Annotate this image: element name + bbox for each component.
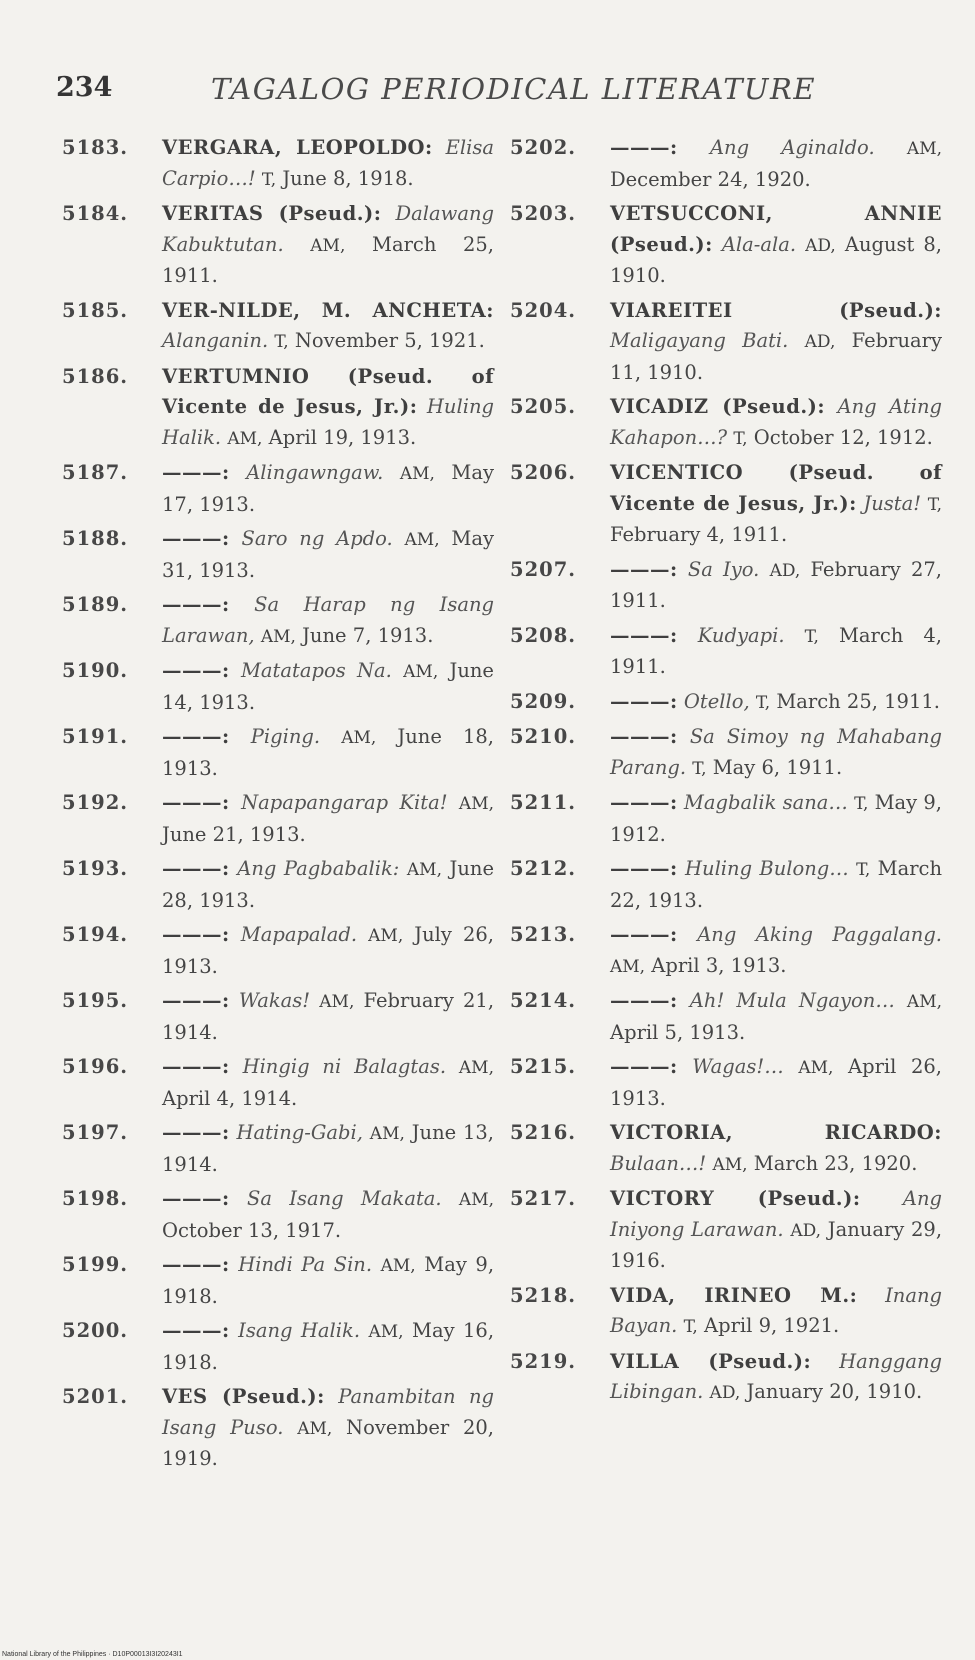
entry-source: AM,	[227, 428, 263, 449]
entry-date: February 21, 1914.	[162, 989, 495, 1044]
entry-date: May 16, 1918.	[162, 1319, 495, 1374]
bibliography-entry	[510, 687, 942, 719]
entry-date: June 21, 1913.	[162, 822, 306, 846]
entry-title: Isang Halik.	[238, 1319, 361, 1342]
entry-title: Sa Harap ng Isang Larawan,	[162, 593, 495, 647]
entry-number: 5186.	[62, 364, 129, 388]
entry-title: Maligayang Bati.	[610, 329, 789, 352]
entry-title: Sa Isang Makata.	[247, 1187, 442, 1210]
entry-source: T,	[927, 494, 942, 515]
entry-author: ———:	[162, 1253, 230, 1276]
entry-number: 5208.	[510, 623, 577, 647]
bibliography-entry	[62, 1118, 494, 1180]
entry-source: AD,	[769, 560, 801, 581]
entry-date: March 25, 1911.	[776, 689, 940, 713]
entry-author: ———:	[610, 791, 678, 814]
bibliography-entry	[510, 199, 942, 292]
entry-date: July 26, 1913.	[162, 923, 494, 978]
bibliography-entry	[62, 296, 494, 358]
entry-author: ———:	[162, 527, 230, 550]
entry-number: 5204.	[510, 298, 577, 322]
entry-number: 5192.	[62, 791, 129, 814]
entry-number: 5217.	[510, 1187, 577, 1210]
entry-source: T,	[733, 428, 748, 449]
bibliography-entry	[510, 458, 942, 551]
entry-number: 5189.	[62, 593, 129, 616]
entry-source: AM,	[341, 728, 377, 748]
entry-source: AD,	[709, 1383, 741, 1403]
entry-date: May 6, 1911.	[712, 755, 843, 779]
entry-date: March 4, 1911.	[610, 623, 943, 678]
entry-author: ———:	[162, 791, 230, 814]
entry-title: Ala-ala.	[721, 232, 797, 256]
entry-title: Ang Aking Paggalang.	[697, 923, 943, 946]
entry-date: May 31, 1913.	[162, 527, 495, 582]
entry-date: June 13, 1914.	[162, 1121, 494, 1176]
entry-date: April 9, 1921.	[704, 1314, 840, 1337]
entry-title: Ang Iniyong Larawan.	[610, 1187, 942, 1241]
entry-source: AM,	[319, 992, 355, 1012]
bibliography-entry	[510, 986, 942, 1048]
entry-title: Huling Bulong…	[685, 857, 849, 880]
entry-source: T,	[683, 1317, 698, 1337]
entry-author: ———:	[162, 659, 230, 682]
entry-source: AM,	[406, 860, 442, 880]
entry-source: AM,	[712, 1154, 748, 1175]
entry-number: 5203.	[510, 202, 577, 225]
entry-source: AM,	[906, 139, 943, 159]
bibliography-entry	[510, 621, 942, 683]
entry-number: 5197.	[62, 1121, 129, 1144]
entry-title: Matatapos Na.	[240, 659, 392, 682]
entry-source: AM,	[906, 992, 943, 1012]
entry-number: 5194.	[62, 923, 129, 946]
entry-source: AM,	[380, 1256, 416, 1276]
entry-author: VIDA, IRINEO M.:	[610, 1283, 858, 1307]
bibliography-entry	[510, 296, 942, 389]
entry-title: Elisa Carpio…!	[162, 136, 494, 190]
entry-date: March 23, 1920.	[753, 1151, 918, 1175]
entry-number: 5213.	[510, 923, 577, 946]
entry-number: 5187.	[62, 461, 129, 484]
entry-title: Otello,	[683, 689, 750, 713]
entry-author: VIAREITEI (Pseud.):	[610, 298, 942, 322]
bibliography-entry	[510, 1118, 942, 1180]
bibliography-entry	[62, 1316, 494, 1378]
entry-source: AD,	[790, 1220, 822, 1241]
entry-number: 5188.	[62, 527, 129, 550]
entry-number: 5219.	[510, 1349, 577, 1373]
entry-number: 5209.	[510, 689, 577, 713]
entry-author: ———:	[162, 1055, 230, 1078]
entry-number: 5211.	[510, 791, 577, 814]
bibliography-entry	[510, 1052, 942, 1114]
entry-source: AM,	[260, 626, 296, 647]
entry-author: ———:	[162, 1121, 230, 1144]
entry-source: T,	[274, 332, 289, 352]
entry-date: October 12, 1912.	[753, 425, 933, 449]
entry-source: AM,	[798, 1058, 834, 1078]
bibliography-entry	[62, 788, 494, 850]
bibliography-entry	[62, 986, 494, 1048]
bibliography-entry	[62, 524, 494, 586]
bibliography-entry	[62, 854, 494, 916]
bibliography-entry	[62, 1052, 494, 1114]
entry-date: June 28, 1913.	[162, 857, 495, 912]
entry-title: Magbalik sana…	[683, 791, 848, 814]
entry-title: Huling Halik.	[162, 395, 494, 449]
entry-date: April 4, 1914.	[162, 1086, 298, 1110]
entry-number: 5193.	[62, 857, 129, 880]
bibliography-entry	[62, 656, 494, 718]
right-column	[510, 133, 942, 1413]
entry-title: Napapangarap Kita!	[241, 791, 448, 814]
entry-title: Ang Aginaldo.	[709, 136, 875, 159]
entry-number: 5198.	[62, 1187, 129, 1210]
entry-author: ———:	[162, 725, 230, 748]
entry-date: April 5, 1913.	[610, 1020, 746, 1044]
bibliography-entry	[510, 1281, 942, 1343]
entry-date: February 4, 1911.	[610, 523, 788, 546]
entry-author: ———:	[162, 1187, 230, 1210]
entry-title: Alingawngaw.	[246, 461, 384, 484]
entry-author: ———:	[610, 725, 678, 748]
entry-number: 5202.	[510, 136, 577, 159]
entry-title: Justa!	[863, 491, 922, 515]
bibliography-entry	[510, 854, 942, 916]
entry-date: June 18, 1913.	[162, 725, 494, 780]
entry-number: 5195.	[62, 989, 129, 1012]
entry-title: Mapapalad.	[240, 923, 358, 946]
bibliography-entry	[62, 1184, 494, 1246]
entry-author: ———:	[162, 857, 230, 880]
bibliography-entry	[510, 788, 942, 850]
bibliography-entry	[62, 920, 494, 982]
entry-date: January 20, 1910.	[746, 1380, 923, 1403]
entry-number: 5201.	[62, 1385, 129, 1408]
entry-date: February 11, 1910.	[610, 329, 942, 384]
entry-author: VERTUMNIO (Pseud. of Vicente de Jesus, Jr.):	[162, 364, 494, 418]
entry-source: AM,	[310, 235, 346, 256]
entry-date: March 22, 1913.	[610, 857, 943, 912]
entry-source: T,	[261, 169, 277, 190]
entry-source: AM,	[399, 464, 435, 484]
entry-source: AM,	[458, 794, 495, 814]
bibliography-entry	[510, 133, 942, 195]
entry-number: 5196.	[62, 1055, 129, 1078]
entry-title: Hating-Gabi,	[236, 1121, 363, 1144]
page-header	[56, 68, 916, 118]
entry-number: 5190.	[62, 659, 129, 682]
bibliography-entry	[62, 722, 494, 784]
entry-author: VILLA (Pseud.):	[610, 1349, 812, 1373]
bibliography-entry	[510, 920, 942, 982]
entry-title: Piging.	[250, 725, 321, 748]
bibliography-entry	[62, 133, 494, 195]
entry-date: June 7, 1913.	[302, 623, 434, 647]
entry-source: T,	[755, 692, 771, 713]
entry-title: Hindi Pa Sin.	[238, 1253, 373, 1276]
entry-date: November 5, 1921.	[294, 329, 485, 352]
entry-author: ———:	[610, 989, 678, 1012]
entry-author: ———:	[610, 1055, 678, 1078]
bibliography-entry	[62, 458, 494, 520]
entry-source: T,	[856, 860, 871, 880]
entry-author: ———:	[610, 623, 678, 647]
entry-title: Hingig ni Balagtas.	[242, 1055, 447, 1078]
entry-date: November 20, 1919.	[162, 1415, 495, 1470]
entry-title: Ang Ating Kahapon…?	[610, 395, 942, 449]
entry-number: 5205.	[510, 395, 577, 418]
entry-source: AM,	[458, 1190, 495, 1210]
entry-source: AM,	[368, 926, 404, 946]
entry-author: VES (Pseud.):	[162, 1385, 325, 1408]
entry-title: Wakas!	[238, 989, 311, 1012]
entry-number: 5185.	[62, 298, 129, 322]
entry-author: ———:	[610, 689, 678, 713]
entry-number: 5191.	[62, 725, 129, 748]
entry-date: June 14, 1913.	[162, 659, 494, 714]
entry-date: December 24, 1920.	[610, 167, 811, 191]
entry-title: Sa Simoy ng Mahabang Parang.	[610, 725, 942, 779]
entry-date: January 29, 1916.	[610, 1217, 943, 1272]
page-number: 234	[56, 72, 113, 103]
bibliography-entry	[510, 392, 942, 454]
entry-date: May 9, 1918.	[162, 1253, 495, 1308]
entry-number: 5214.	[510, 989, 577, 1012]
entry-title: Wagas!…	[692, 1055, 784, 1078]
entry-author: VERITAS (Pseud.):	[162, 202, 382, 225]
left-column	[62, 133, 494, 1479]
entry-source: AM,	[610, 956, 646, 977]
entry-title: Kudyapi.	[697, 623, 785, 647]
entry-date: April 26, 1913.	[610, 1055, 942, 1110]
entry-date: August 8, 1910.	[610, 232, 943, 287]
entry-source: T,	[692, 758, 707, 779]
entry-source: AM,	[403, 662, 439, 682]
bibliography-entry	[62, 199, 494, 292]
entry-number: 5215.	[510, 1055, 577, 1078]
entry-source: AD,	[804, 332, 836, 352]
bibliography-entry	[62, 590, 494, 652]
entry-number: 5200.	[62, 1319, 129, 1342]
entry-date: April 3, 1913.	[651, 953, 787, 977]
entry-author: ———:	[610, 923, 678, 946]
entry-date: May 9, 1912.	[610, 791, 942, 846]
entry-source: T,	[804, 626, 819, 647]
entry-number: 5218.	[510, 1283, 577, 1307]
entry-author: ———:	[610, 136, 678, 159]
entry-number: 5199.	[62, 1253, 129, 1276]
entry-title: Ah! Mula Ngayon…	[689, 989, 895, 1012]
entry-author: ———:	[162, 923, 230, 946]
footer-watermark: National Library of the Philippines · D10P00013I3I20243I1	[2, 1651, 183, 1658]
entry-title: Bulaan…!	[610, 1151, 707, 1175]
entry-date: April 19, 1913.	[268, 425, 417, 449]
entry-source: AM,	[297, 1418, 333, 1439]
entry-number: 5206.	[510, 461, 577, 484]
entry-source: AD,	[805, 235, 836, 256]
entry-number: 5183.	[62, 136, 129, 159]
entry-date: May 17, 1913.	[162, 461, 495, 516]
entry-author: VICTORY (Pseud.):	[610, 1187, 861, 1210]
entry-source: T,	[854, 794, 869, 814]
entry-title: Alanganin.	[162, 329, 269, 352]
entry-source: AM,	[369, 1124, 405, 1144]
entry-source: AM,	[368, 1322, 404, 1342]
entry-title: Inang Bayan.	[610, 1283, 942, 1337]
entry-title: Hanggang Libingan.	[610, 1349, 942, 1403]
entry-title: Saro ng Apdo.	[241, 527, 393, 550]
entry-author: VERGARA, LEOPOLDO:	[162, 136, 433, 159]
running-head: TAGALOG PERIODICAL LITERATURE	[211, 72, 816, 106]
entry-author: VER-NILDE, M. ANCHETA:	[162, 298, 494, 322]
entry-author: ———:	[610, 857, 678, 880]
entry-author: VETSUCCONI, ANNIE (Pseud.):	[610, 202, 942, 256]
entry-number: 5207.	[510, 557, 577, 581]
entry-title: Ang Pagbabalik:	[237, 857, 400, 880]
entry-author: ———:	[162, 989, 230, 1012]
bibliography-entry	[510, 1347, 942, 1409]
entry-source: AM,	[458, 1058, 494, 1078]
entry-date: March 25, 1911.	[162, 232, 494, 287]
entry-number: 5210.	[510, 725, 577, 748]
entry-number: 5216.	[510, 1121, 577, 1144]
bibliography-entry	[62, 1382, 494, 1475]
entry-date: October 13, 1917.	[162, 1218, 342, 1242]
bibliography-entry	[62, 1250, 494, 1312]
entry-title: Sa Iyo.	[687, 557, 760, 581]
bibliography-entry	[510, 722, 942, 784]
entry-author: ———:	[162, 461, 230, 484]
entry-author: ———:	[162, 1319, 230, 1342]
entry-title: Dalawang Kabuktutan.	[162, 202, 494, 256]
entry-date: February 27, 1911.	[610, 557, 942, 612]
entry-number: 5212.	[510, 857, 577, 880]
bibliography-entry	[510, 1184, 942, 1277]
entry-author: VICTORIA, RICARDO:	[610, 1121, 942, 1144]
entry-author: ———:	[610, 557, 678, 581]
bibliography-entry	[62, 362, 494, 455]
entry-title: Panambitan ng Isang Puso.	[162, 1385, 495, 1439]
entry-number: 5184.	[62, 202, 129, 225]
entry-author: ———:	[162, 593, 230, 616]
entry-source: AM,	[404, 530, 440, 550]
entry-date: June 8, 1918.	[282, 166, 414, 190]
entry-author: VICENTICO (Pseud. of Vicente de Jesus, Jr.):	[610, 461, 942, 515]
entry-author: VICADIZ (Pseud.):	[610, 395, 826, 418]
bibliography-entry	[510, 555, 942, 617]
